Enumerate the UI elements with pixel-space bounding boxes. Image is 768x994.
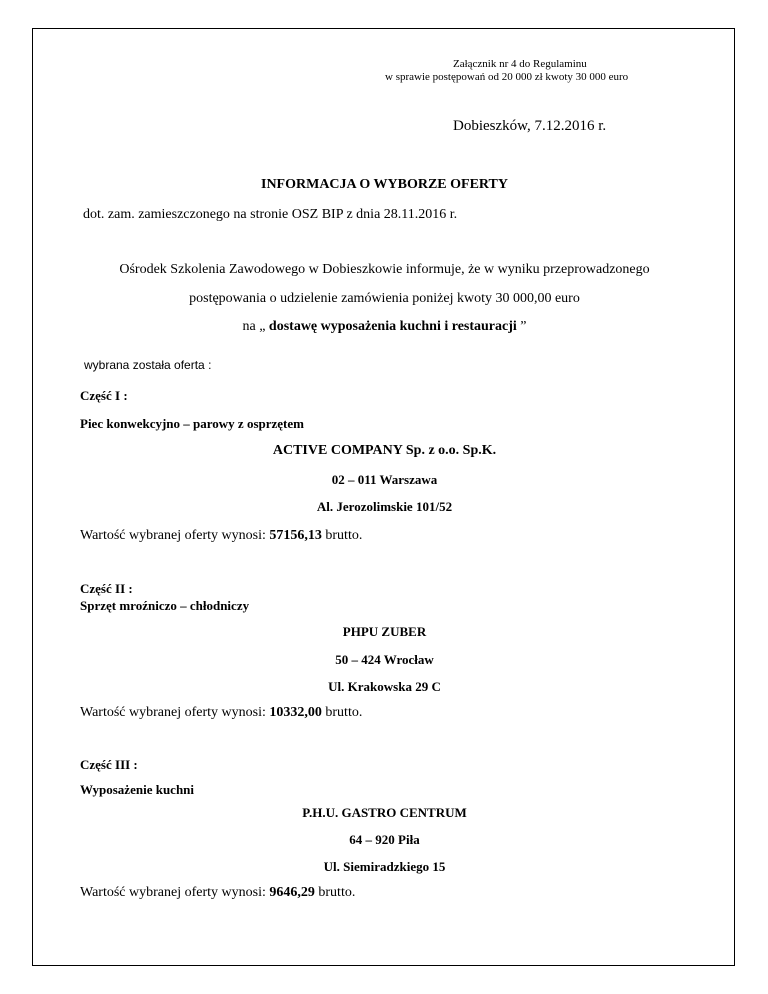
value-prefix: Wartość wybranej oferty wynosi: bbox=[80, 528, 270, 543]
reference-line: dot. zam. zamieszczonego na stronie OSZ BIP z dnia 28.11.2016 r. bbox=[83, 207, 458, 222]
intro-suffix: ” bbox=[516, 319, 527, 334]
company-street: Ul. Siemiradzkiego 15 bbox=[323, 859, 446, 874]
intro-line-2: postępowania o udzielenie zamówienia poniżej kwoty 30 000,00 euro bbox=[189, 291, 580, 306]
company-name: P.H.U. GASTRO CENTRUM bbox=[302, 805, 467, 820]
offer-value: 10332,00 bbox=[269, 705, 322, 720]
intro-line-1: Ośrodek Szkolenia Zawodowego w Dobieszkowie informuje, że w wyniku przeprowadzonego bbox=[119, 262, 650, 277]
part-subject: Sprzęt mroźniczo – chłodniczy bbox=[80, 598, 250, 613]
company-street: Al. Jerozolimskie 101/52 bbox=[316, 499, 453, 514]
place-date: Dobieszków, 7.12.2016 r. bbox=[453, 118, 607, 134]
attachment-line-2: w sprawie postępowań od 20 000 zł kwoty 30 000 euro bbox=[385, 71, 629, 83]
company-street: Ul. Krakowska 29 C bbox=[328, 679, 441, 694]
value-suffix: brutto. bbox=[314, 885, 356, 900]
part-subject: Piec konwekcyjno – parowy z osprzętem bbox=[80, 416, 304, 431]
value-suffix: brutto. bbox=[321, 528, 363, 543]
offer-value-line bbox=[80, 885, 355, 901]
order-subject: dostawę wyposażenia kuchni i restauracji bbox=[268, 319, 517, 334]
document-page bbox=[32, 28, 735, 966]
attachment-line-1: Załącznik nr 4 do Regulaminu bbox=[453, 58, 587, 70]
selected-offer-label: wybrana została oferta : bbox=[84, 358, 212, 372]
company-postal: 50 – 424 Wrocław bbox=[335, 652, 434, 667]
part-heading: Część I : bbox=[80, 388, 128, 403]
company-name: PHPU ZUBER bbox=[342, 624, 427, 639]
intro-prefix: na „ bbox=[242, 319, 269, 334]
document-title: INFORMACJA O WYBORZE OFERTY bbox=[261, 177, 508, 192]
value-suffix: brutto. bbox=[321, 705, 363, 720]
part-heading: Część II : bbox=[80, 581, 133, 596]
part-subject: Wyposażenie kuchni bbox=[80, 782, 195, 797]
value-prefix: Wartość wybranej oferty wynosi: bbox=[80, 705, 270, 720]
company-postal: 64 – 920 Piła bbox=[349, 832, 420, 847]
company-name: ACTIVE COMPANY Sp. z o.o. Sp.K. bbox=[272, 443, 497, 458]
company-postal: 02 – 011 Warszawa bbox=[331, 472, 438, 487]
offer-value: 9646,29 bbox=[269, 885, 315, 900]
offer-value-line bbox=[80, 528, 362, 544]
offer-value: 57156,13 bbox=[269, 528, 322, 543]
intro-line-3 bbox=[33, 319, 736, 335]
offer-value-line bbox=[80, 705, 362, 721]
value-prefix: Wartość wybranej oferty wynosi: bbox=[80, 885, 270, 900]
part-heading: Część III : bbox=[80, 757, 138, 772]
